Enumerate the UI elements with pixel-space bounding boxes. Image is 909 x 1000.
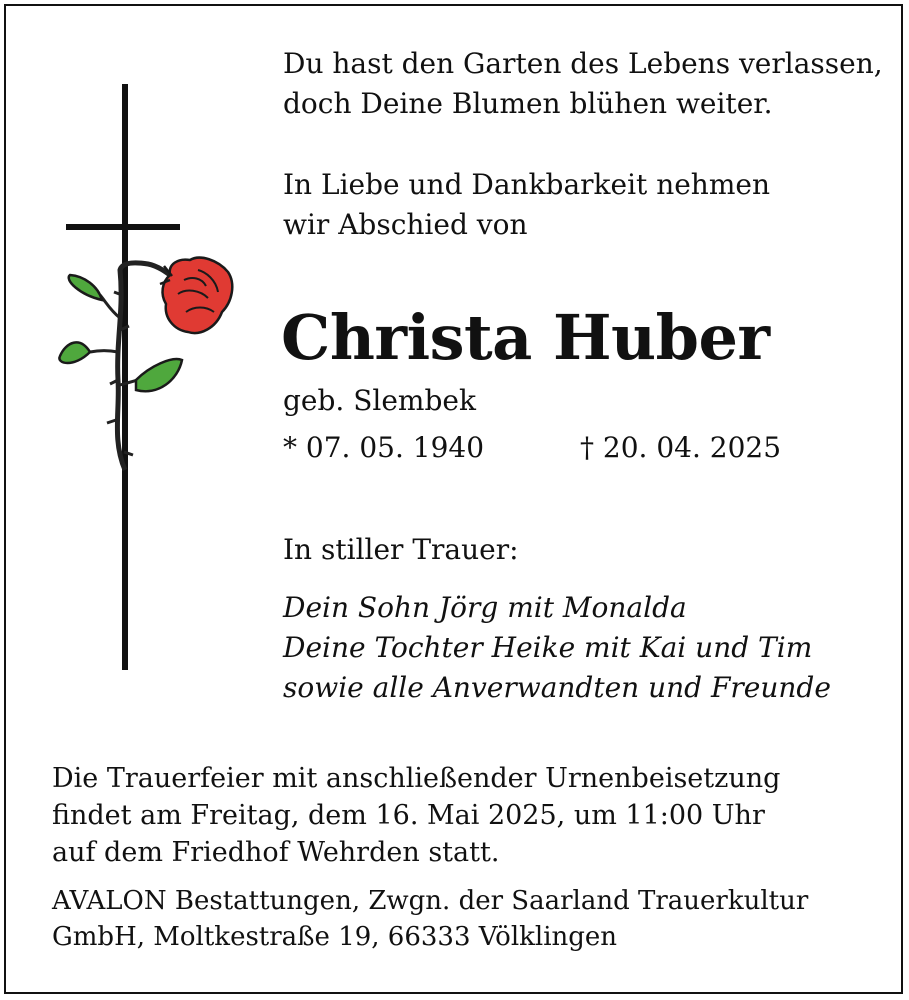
farewell-intro [283, 165, 770, 245]
cross-rose-illustration [50, 80, 250, 680]
funeral-line: Die Trauerfeier mit anschließender Urnenbeisetzung [52, 763, 781, 794]
undertaker-line: AVALON Bestattungen, Zwgn. der Saarland Trauerkultur [52, 886, 809, 916]
funeral-line: auf dem Friedhof Wehrden statt. [52, 837, 500, 868]
intro-line: wir Abschied von [283, 208, 528, 241]
birth-date: * 07. 05. 1940 [283, 431, 485, 464]
undertaker-info [52, 883, 808, 955]
funeral-details [52, 760, 780, 871]
funeral-line: findet am Freitag, dem 16. Mai 2025, um 11:00 Uhr [52, 800, 765, 831]
verse-line: Du hast den Garten des Lebens verlassen, [283, 47, 883, 80]
mourner-line: Deine Tochter Heike mit Kai und Tim [283, 631, 813, 664]
death-date: † 20. 04. 2025 [580, 431, 782, 464]
rose-icon [59, 258, 232, 470]
mourner-line: sowie alle Anverwandten und Freunde [283, 671, 831, 704]
undertaker-line: GmbH, Moltkestraße 19, 66333 Völklingen [52, 922, 618, 952]
mourner-line: Dein Sohn Jörg mit Monalda [283, 591, 687, 624]
opening-verse [283, 44, 883, 124]
verse-line: doch Deine Blumen blühen weiter. [283, 87, 773, 120]
mourners-list [283, 588, 831, 708]
mourning-label: In stiller Trauer: [283, 533, 519, 566]
birth-name: geb. Slembek [283, 384, 476, 417]
deceased-name: Christa Huber [281, 301, 770, 374]
intro-line: In Liebe und Dankbarkeit nehmen [283, 168, 770, 201]
